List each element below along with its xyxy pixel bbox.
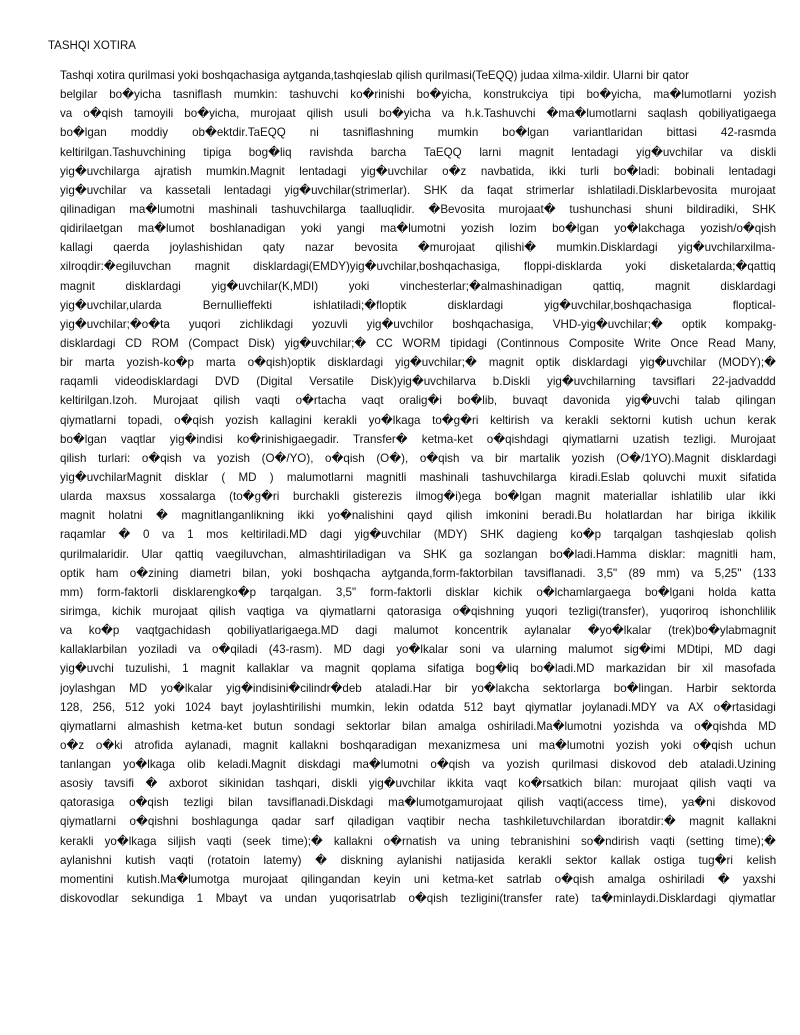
document-line: qatorasiga o�qish tezligi bilan tavsiflanadi.Diskdagi ma�lumotgamurojaat qilish vaqti(access time), ya�ni diskovod bbox=[60, 796, 776, 810]
document-line: keltirilgan.Izoh. Murojaat qilish vaqti o�rtacha vaqt oralig�i bo�lib, buvaqt davonida yig�uvchi talab qilingan bbox=[60, 394, 776, 408]
document-line: diskovodlar sekundiga 1 Mbayt va undan yuqorisatrlab o�qish tezligini(transfer rate) ta�minlaydi.Disklardagi qiymatlar bbox=[60, 892, 776, 906]
document-line: yig�uvchilar;�o�ta yuqori zichlikdagi yozuvli yig�uvchilor boshqachasiga, VHD-yig�uvchilar;� optik kompakg- bbox=[60, 317, 776, 331]
document-line: qiymatlarni o�qishni boshlagunga qadar sarf qiladigan vaqtibir necha tashkiletuvchilardan iboratdir:� magnit kallakni bbox=[60, 815, 776, 829]
document-line: yig�uvchilar va kassetali lentadagi yig�uvchilar(strimerlar). SHK da faqat strimerlar ishlatiladi.Disklarbevosita murojaat bbox=[60, 183, 776, 197]
document-line: magnit holatni � magnitlanganlikning ikki yo�nalishini qayd qilish imkonini beradi.Bu holatlardan har biriga ikkilik bbox=[60, 509, 776, 523]
document-line: bir marta yozish-ko�p marta o�qish)optik disklardagi yig�uvchilar;� magnit optik disklardagi yig�uvchilar (MODY);� bbox=[60, 356, 776, 370]
document-line: raqamli videodisklardagi DVD (Digital Versatile Disk)yig�uvchilarva b.Diskli yig�uvchilarning tavsiflari 22-jadvaddd bbox=[60, 375, 776, 389]
document-line: kallaklarbilan yoziladi va o�qiladi (43-rasm). MD dagi yo�lkalar soni va ularning malumot sig�imi MDtipi, MD dagi bbox=[60, 643, 776, 657]
document-line: va ko�p vaqtgachidash qobiliyatlarigaega.MD dagi malumot koncentrik aylanalar �yo�lkalar (trek)bo�ylabmagnit bbox=[60, 624, 776, 638]
document-line: joylashgan MD yo�lkalar yig�indisini�cilindr�deb ataladi.Har bir yo�lakcha sektorlarga bo�lingan. Harbir sektorda bbox=[60, 681, 776, 695]
document-line: aylanishni kutish vaqti (rotatoin latemy) � diskning aylanishi natijasida kerakli sektor kallak ostiga tug�ri kelish bbox=[60, 853, 776, 867]
document-line: qiymatlarni almashish ketma-ket butun sondagi sektorlar bilan amalga oshiriladi.Ma�lumotni yozishda va o�qishda MD bbox=[60, 719, 776, 733]
document-line: belgilar bo�yicha tasniflash mumkin: tashuvchi ko�rinishi bo�yicha, konstrukciya tipi bo�yicha, ma�lumotlarni yozish bbox=[60, 88, 776, 102]
document-line: yig�uvchi tuzulishi, 1 magnit kallaklar va magnit qoplama sifatiga bog�liq bo�ladi.MD markazidan bir xil masofada bbox=[60, 662, 776, 676]
document-line: kallagi qaerda joylashishidan qaty nazar bevosita �murojaat qilishi� mumkin.Disklardagi yig�uvchilarxilma- bbox=[60, 241, 776, 255]
document-line: magnit disklardagi yig�uvchilar(K,MDI) yoki vinchesterlar;�almashinadigan qattiq, magnit disklardagi bbox=[60, 279, 776, 293]
document-line: xilroqdir:�egiluvchan magnit disklardagi(EMDY)yig�uvchilar,boshqachasiga, floppi-disklarda yoki disketalarda;�qattiq bbox=[60, 260, 776, 274]
document-line: raqamlar � 0 va 1 mos keltiriladi.MD dagi yig�uvchilar (MDY) SHK dagieng ko�p tarqalgan tashqieslab qolish bbox=[60, 528, 776, 542]
document-heading: TASHQI XOTIRA bbox=[48, 40, 136, 52]
document-line: mm) form-faktorli disklarengko�p tarqalgan. 3,5" form-faktorli disklar kichik o�lchamlargaega bo�lgani holda katta bbox=[60, 585, 776, 599]
document-line: qilinadigan ma�lumotni mashinali tashuvchilarga taalluqlidir. �Bevosita murojaat� tushunchasi shuni bildiradiki, SHK bbox=[60, 202, 776, 216]
document-body bbox=[60, 66, 776, 1021]
document-line: qidirilaetgan ma�lumot boshlanadigan yoki yangi ma�lumotni yozish lozim bo�lgan yo�lakchaga yozish/o�qish bbox=[60, 222, 776, 236]
document-line: o�z o�ki atrofida aylanadi, magnit kallakni boshqaradigan mexanizmesa uni ma�lumotni yozish yoki o�qish uchun bbox=[60, 738, 776, 752]
document-line: keltirilgan.Tashuvchining tipiga bog�liq ravishda barcha TaEQQ larni magnit lentadagi yig�uvchilar va diskli bbox=[60, 145, 776, 159]
document-line: yig�uvchilar,ularda Bernullieffekti ishlatiladi;�floptik disklardagi yig�uvchilar,boshqachasiga floptical- bbox=[60, 298, 776, 312]
document-line: sirimga, kichik murojaat qilish vaqtiga va qiymatlarni qatorasiga o�qishning yuqori tezligi(transfer), yuqoriroq ishonchlilik bbox=[60, 604, 776, 618]
document-line: yig�uvchilarMagnit disklar ( MD ) malumotlarni magnitli mashinali tashuvchilarga kiradi.Eslab qoluvchi muxit sifatida bbox=[60, 470, 776, 484]
document-line: yig�uvchilarga ajratish mumkin.Magnit lentadagi yig�uvchilar o�z navbatida, ikki turli bo�ladi: bobinali lentadagi bbox=[60, 164, 776, 178]
document-line: qiymatlarni topadi, o�qish yozish kallagini kerakli yo�lkaga to�g�ri keltirish va kerakli sektorni kutish uchun kerak bbox=[60, 413, 776, 427]
document-line: va o�qish tamoyili bo�yicha, murojaat qilish usuli bo�yicha va h.k.Tashuvchi �ma�lumotlarni saqlash qobiliyatigaega bbox=[60, 107, 776, 121]
document-line: disklardagi CD ROM (Compact Disk) yig�uvchilar;� CC WORM tipidagi (Continnous Composite Write Once Read Many, bbox=[60, 336, 776, 350]
document-line: Tashqi xotira qurilmasi yoki boshqachasiga aytganda,tashqieslab qilish qurilmasi(TeEQQ) judaa xilma-xildir. Ularni bir qator bbox=[60, 69, 689, 82]
document-line: tanlangan yo�lkaga olib keladi.Magnit diskdagi ma�lumotni o�qish va yozish qurilmasi diskovod deb ataladi.Uzining bbox=[60, 758, 776, 772]
document-line: optik ham o�zining diametri bilan, yoki boshqacha aytganda,form-faktorbilan tavsiflanadi. 3,5" (89 mm) va 5,25" (133 bbox=[60, 566, 776, 580]
document-line: kerakli yo�lkaga siljish vaqti (seek time);� kallakni o�rnatish va uning tebranishini so�ndirish vaqti (setting time);� bbox=[60, 834, 776, 848]
document-line: momentini kutish.Ma�lumotga murojaat qilingandan keyin uni ketma-ket satrlab o�qish amalga oshiriladi � yaxshi bbox=[60, 872, 776, 886]
document-line: 128, 256, 512 yoki 1024 bayt joylashtirilishi mumkin, lekin odatda 512 bayt qiymatlar joylanadi.MDY va AX o�rtasidagi bbox=[60, 700, 776, 714]
document-line: bo�lgan vaqtlar yig�indisi ko�rinishigaegadir. Transfer� ketma-ket o�qishdagi qiymatlarni uzatish tezligi. Murojaat bbox=[60, 432, 776, 446]
document-line: qilish turlari: o�qish va yozish (O�/YO), o�qish (O�), o�qish va bir martalik yozish (O�/1YO).Magnit disklardagi bbox=[60, 451, 776, 465]
document-line: bo�lgan moddiy ob�ektdir.TaEQQ ni tasniflashning mumkin bo�lgan variantlaridan bittasi 42-rasmda bbox=[60, 126, 776, 140]
document-line: qurilmalaridir. Ular qattiq vaegiluvchan, almashtiriladigan va SHK ga sozlangan bo�ladi.Hamma disklar: magnitli ham, bbox=[60, 547, 776, 561]
document-line: ularda maxsus xossalarga (to�g�ri burchakli gisterezis ilmog�i)ega bo�lgan magnit materiallar ishlatilib ular ikki bbox=[60, 490, 776, 504]
document-line: asosiy tavsifi � axborot sikinidan tashqari, diskli yig�uvchilar ikkita vaqt ko�rsatkich bilan: murojaat qilish vaqti va bbox=[60, 777, 776, 791]
